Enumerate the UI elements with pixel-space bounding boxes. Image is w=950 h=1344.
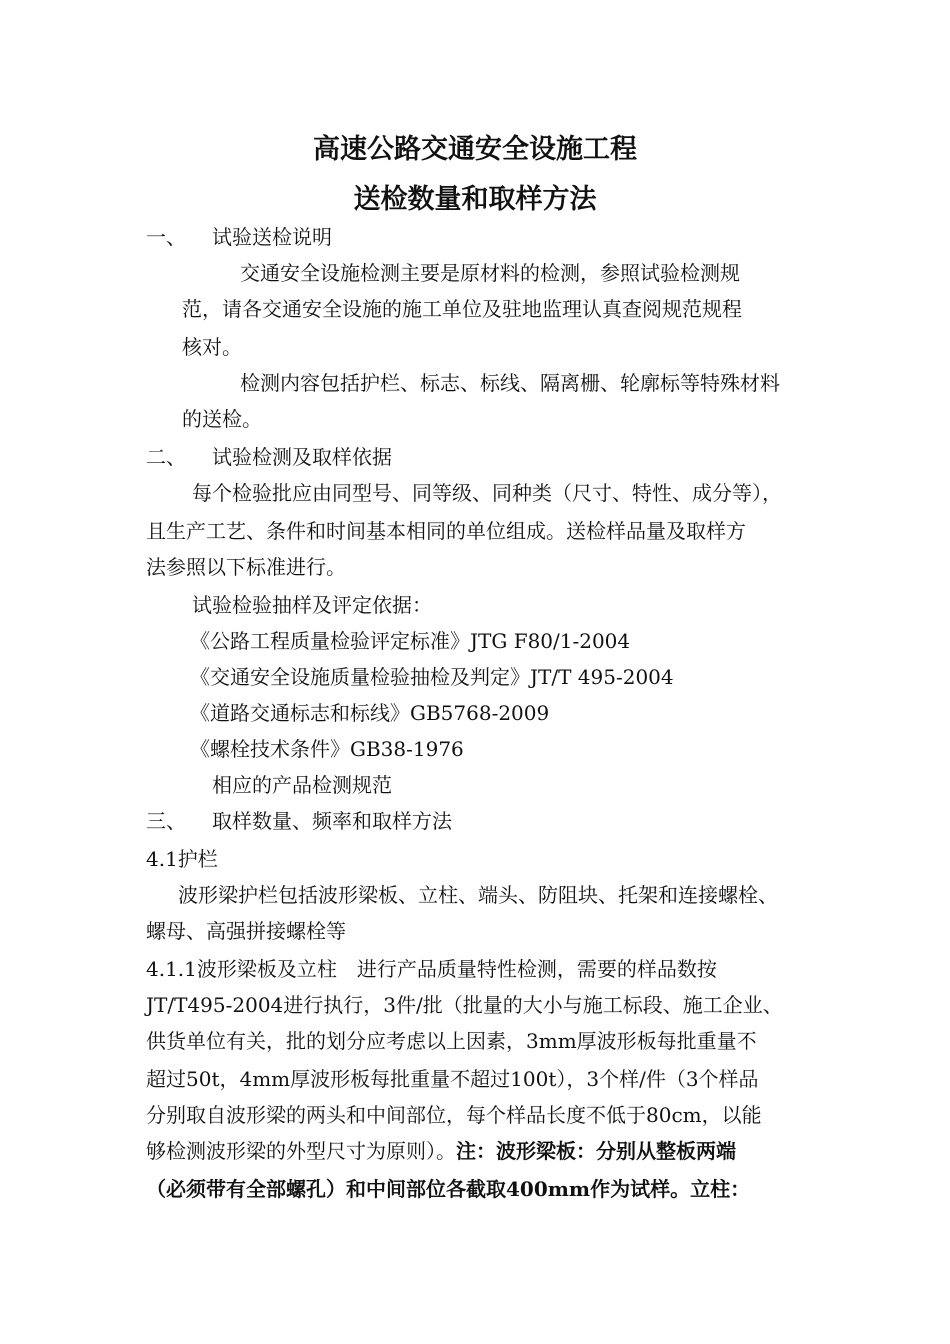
paragraph-line: 4.1.1波形梁板及立柱 进行产品质量特性检测，需要的样品数按 xyxy=(146,957,717,981)
paragraph-line: JT/T495-2004进行执行，3件/批（批量的大小与施工标段、施工企业、 xyxy=(146,993,783,1017)
note-bold-text: 注：波形梁板：分别从整板两端 xyxy=(456,1139,736,1163)
paragraph-line: 交通安全设施检测主要是原材料的检测，参照试验检测规 xyxy=(240,261,740,285)
paragraph-line: 分别取自波形梁的两头和中间部位，每个样品长度不低于80cm，以能 xyxy=(146,1103,762,1127)
paragraph-line: 范，请各交通安全设施的施工单位及驻地监理认真查阅规范规程 xyxy=(182,297,742,321)
section-1-heading: 试验送检说明 xyxy=(212,225,332,249)
section-3-number: 三、 xyxy=(146,809,186,833)
product-specs: 相应的产品检测规范 xyxy=(212,773,392,797)
paragraph-line: 核对。 xyxy=(182,335,242,359)
standard-item: 《交通安全设施质量检验抽检及判定》JT/T 495-2004 xyxy=(190,665,674,689)
standard-item: 《公路工程质量检验评定标准》JTG F80/1-2004 xyxy=(190,629,631,653)
paragraph-line-mixed xyxy=(146,1138,736,1164)
section-3-heading: 取样数量、频率和取样方法 xyxy=(212,809,452,833)
note-bold-line: （必须带有全部螺孔）和中间部位各截取400mm作为试样。立柱： xyxy=(146,1177,751,1201)
section-1-number: 一、 xyxy=(146,225,186,249)
paragraph-line: 螺母、高强拼接螺栓等 xyxy=(146,919,346,943)
paragraph-line: 检测内容包括护栏、标志、标线、隔离栅、轮廓标等特殊材料 xyxy=(240,371,780,395)
standard-item: 《道路交通标志和标线》GB5768-2009 xyxy=(190,701,550,725)
section-2-number: 二、 xyxy=(146,445,186,469)
section-2-heading: 试验检测及取样依据 xyxy=(212,445,392,469)
paragraph-line: 法参照以下标准进行。 xyxy=(146,555,346,579)
basis-intro: 试验检验抽样及评定依据： xyxy=(192,593,432,617)
paragraph-line: 且生产工艺、条件和时间基本相同的单位组成。送检样品量及取样方 xyxy=(146,519,746,543)
standard-item: 《螺栓技术条件》GB38-1976 xyxy=(190,737,464,761)
document-title: 高速公路交通安全设施工程 xyxy=(313,134,637,165)
paragraph-line: 每个检验批应由同型号、同等级、同种类（尺寸、特性、成分等）， xyxy=(192,481,782,505)
sub-heading-guardrail: 4.1护栏 xyxy=(146,847,218,871)
paragraph-line: 的送检。 xyxy=(182,407,262,431)
paragraph-text: 够检测波形梁的外型尺寸为原则）。 xyxy=(146,1139,456,1163)
paragraph-line: 超过50t，4mm厚波形板每批重量不超过100t），3个样/件（3个样品 xyxy=(146,1067,759,1091)
paragraph-line: 供货单位有关，批的划分应考虑以上因素，3mm厚波形板每批重量不 xyxy=(146,1029,757,1053)
paragraph-line: 波形梁护栏包括波形梁板、立柱、端头、防阻块、托架和连接螺栓、 xyxy=(178,883,778,907)
document-subtitle: 送检数量和取样方法 xyxy=(353,184,597,215)
